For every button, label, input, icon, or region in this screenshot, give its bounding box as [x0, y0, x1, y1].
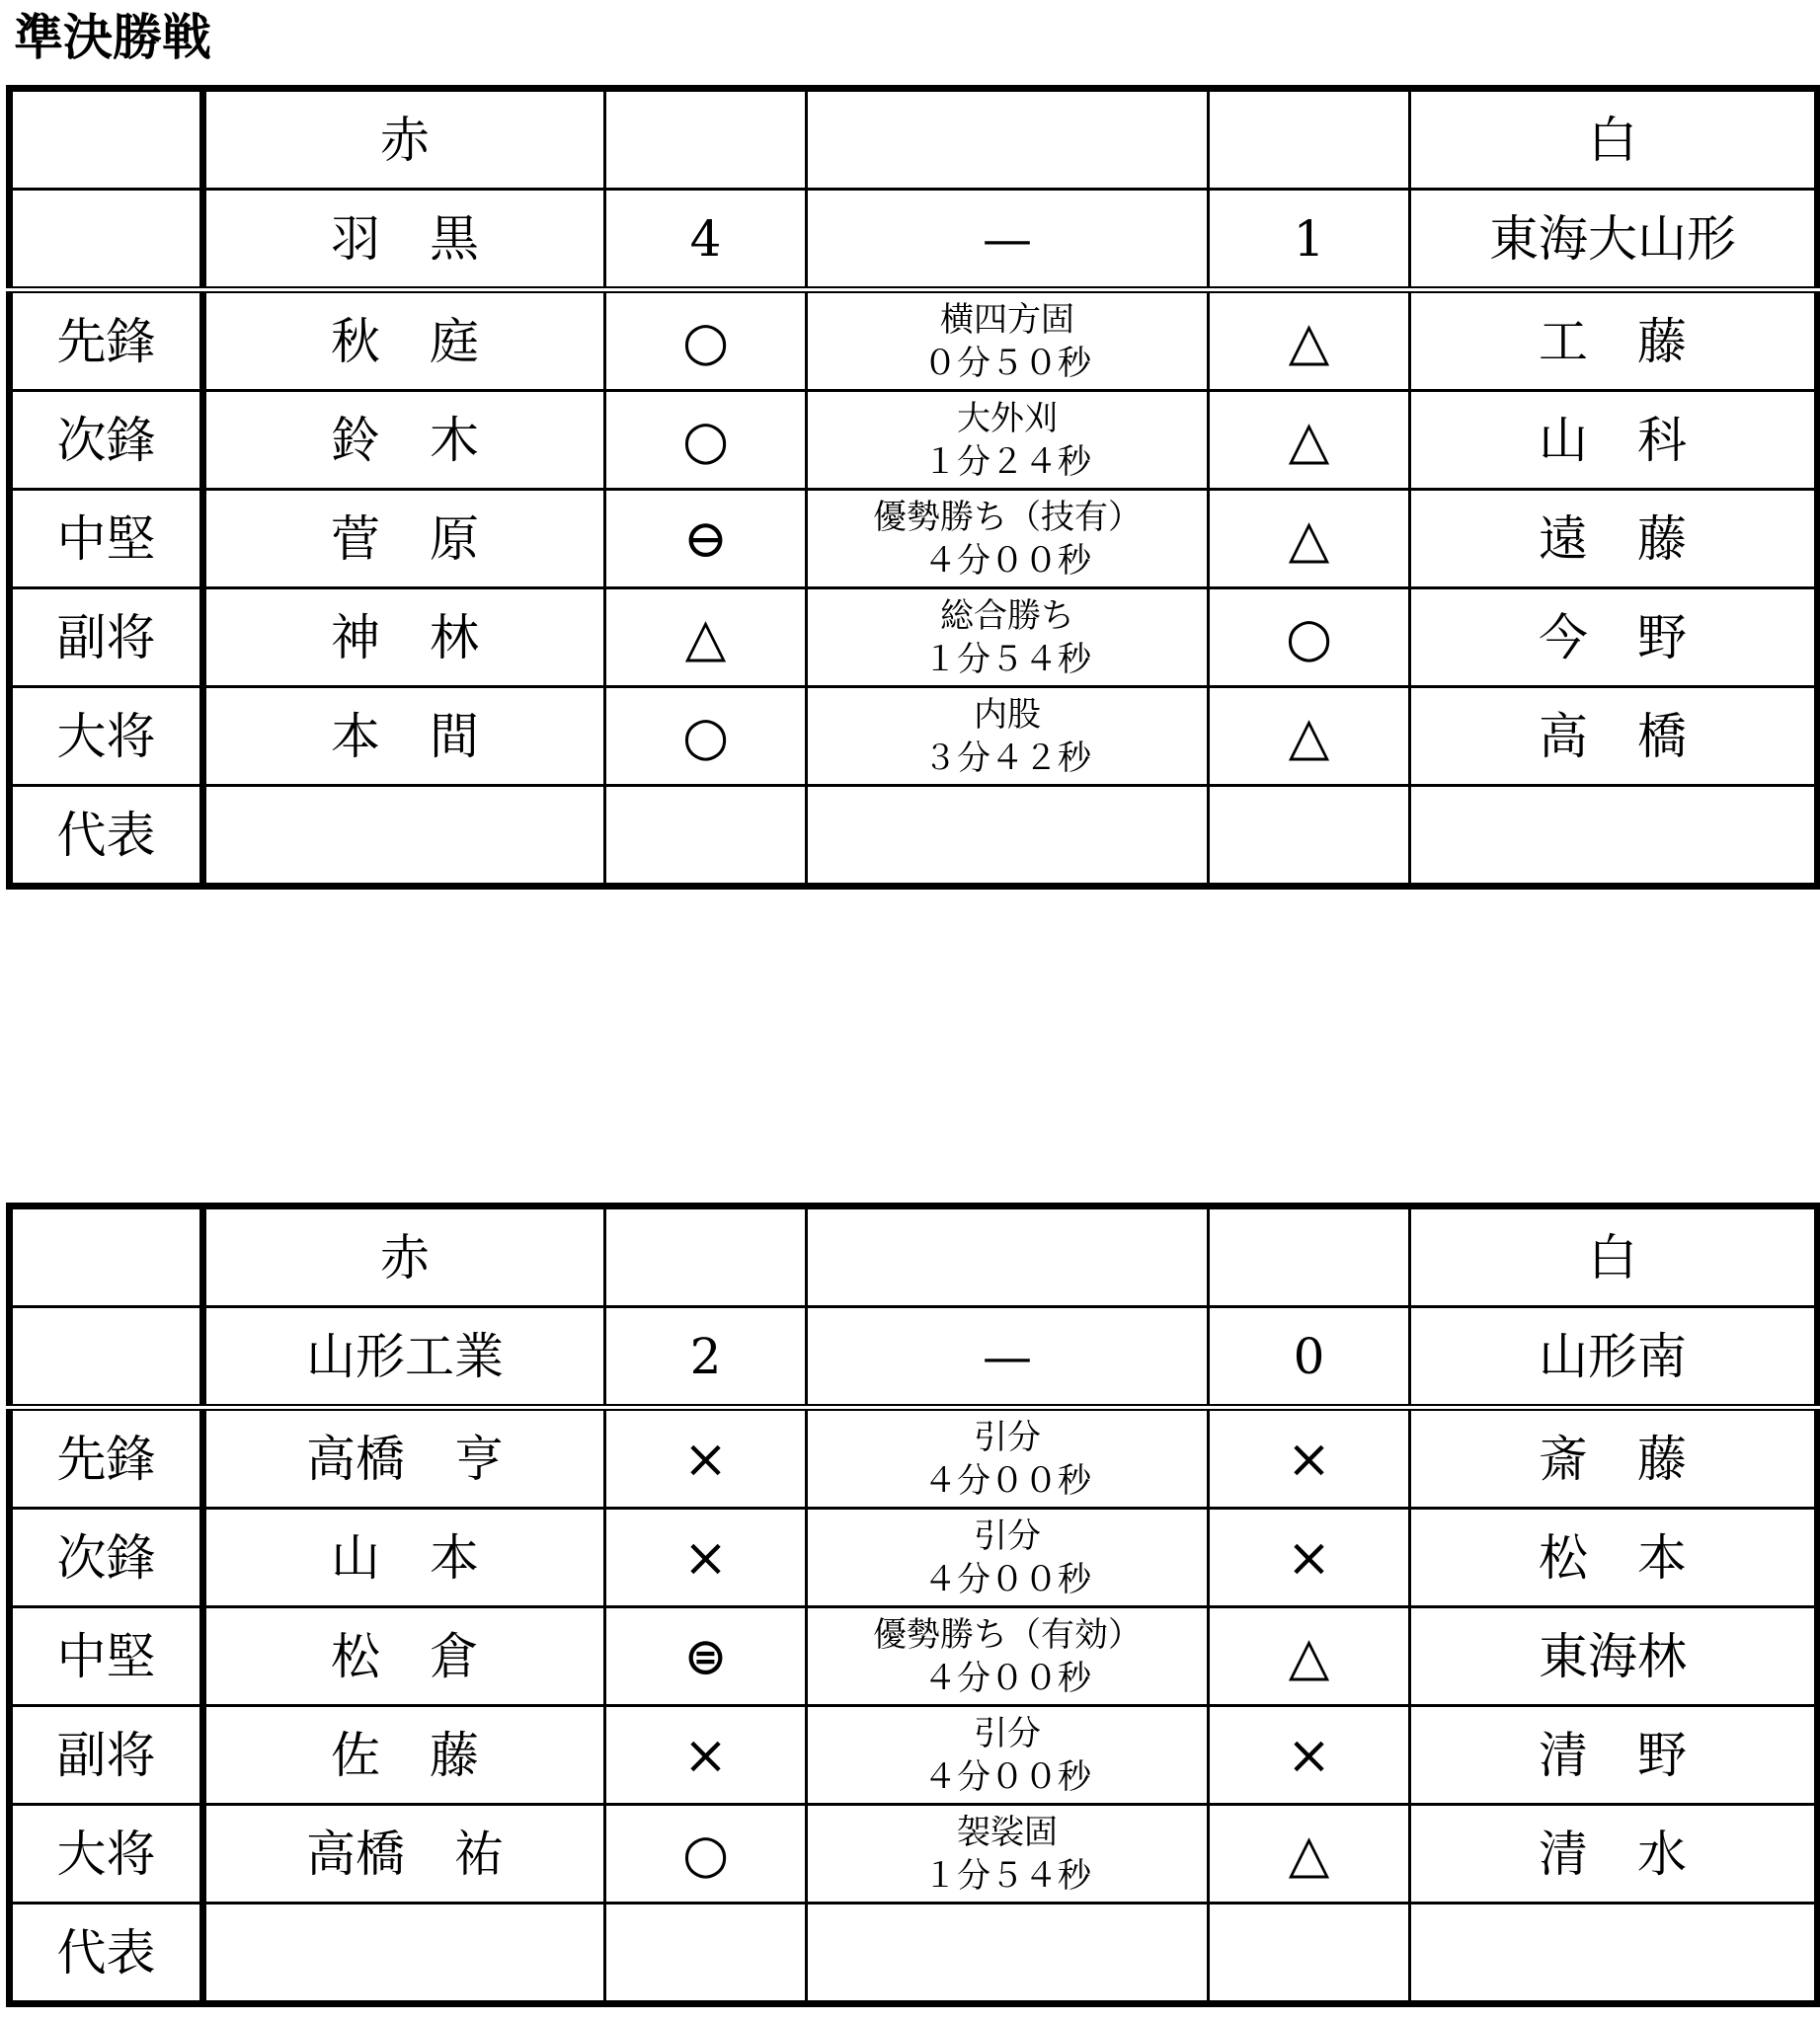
match-time: ４分００秒 — [923, 540, 1091, 581]
position-label: 先鋒 — [10, 1408, 203, 1509]
red-result-mark: × — [605, 1706, 807, 1805]
white-player: 山 科 — [1410, 391, 1818, 490]
red-player: 菅 原 — [203, 490, 605, 588]
technique-cell — [807, 1607, 1209, 1706]
technique-name: 優勢勝ち（技有） — [873, 497, 1142, 537]
white-player: 今 野 — [1410, 588, 1818, 687]
red-player: 秋 庭 — [203, 290, 605, 391]
match-time: ４分００秒 — [923, 1756, 1091, 1797]
match-row — [10, 1408, 1818, 1509]
technique-name: 引分 — [974, 1516, 1041, 1556]
red-player: 高橋 祐 — [203, 1805, 605, 1904]
position-label: 次鋒 — [10, 391, 203, 490]
red-player: 鈴 木 — [203, 391, 605, 490]
blank-cell — [10, 89, 203, 190]
match-row — [10, 490, 1818, 588]
red-result-mark: ○ — [605, 687, 807, 786]
white-player — [1410, 786, 1818, 887]
white-result-mark: × — [1209, 1509, 1410, 1607]
position-label: 代表 — [10, 786, 203, 887]
bout-table — [6, 1203, 1820, 2007]
red-team-score: 2 — [605, 1307, 807, 1408]
red-result-mark: ○ — [605, 1805, 807, 1904]
white-team-score: 0 — [1209, 1307, 1410, 1408]
white-team-name: 山形南 — [1410, 1307, 1818, 1408]
white-player: 高 橋 — [1410, 687, 1818, 786]
match-row — [10, 391, 1818, 490]
white-player: 斎 藤 — [1410, 1408, 1818, 1509]
position-label: 大将 — [10, 1805, 203, 1904]
technique-cell — [807, 687, 1209, 786]
white-result-mark: △ — [1209, 687, 1410, 786]
technique-name: 袈裟固 — [957, 1812, 1058, 1852]
score-dash: — — [807, 1307, 1209, 1408]
match-time: ４分００秒 — [923, 1460, 1091, 1501]
red-result-mark: × — [605, 1408, 807, 1509]
white-side-label: 白 — [1410, 89, 1818, 190]
white-result-mark: × — [1209, 1408, 1410, 1509]
blank-cell — [1209, 1206, 1410, 1307]
blank-cell — [10, 1206, 203, 1307]
match-row — [10, 1509, 1818, 1607]
blank-cell — [605, 1206, 807, 1307]
technique-name: 総合勝ち — [940, 595, 1074, 636]
header-row — [10, 89, 1818, 190]
blank-cell — [807, 1206, 1209, 1307]
white-player: 清 水 — [1410, 1805, 1818, 1904]
position-label: 副将 — [10, 1706, 203, 1805]
red-result-mark: ○ — [605, 290, 807, 391]
blank-cell — [605, 89, 807, 190]
match-row — [10, 1607, 1818, 1706]
red-result-mark: ⊖ — [605, 490, 807, 588]
red-side-label: 赤 — [203, 89, 605, 190]
white-player: 清 野 — [1410, 1706, 1818, 1805]
white-result-mark: △ — [1209, 490, 1410, 588]
technique-cell — [807, 1509, 1209, 1607]
red-player: 佐 藤 — [203, 1706, 605, 1805]
white-player: 東海林 — [1410, 1607, 1818, 1706]
blank-cell — [10, 1307, 203, 1408]
position-label: 副将 — [10, 588, 203, 687]
position-label: 先鋒 — [10, 290, 203, 391]
match-row — [10, 290, 1818, 391]
match-time: ３分４２秒 — [923, 738, 1091, 778]
technique-name: 横四方固 — [940, 299, 1074, 340]
match-row — [10, 1706, 1818, 1805]
white-result-mark: △ — [1209, 1805, 1410, 1904]
match-time: １分２４秒 — [923, 441, 1091, 482]
technique-cell — [807, 786, 1209, 887]
team-row — [10, 1307, 1818, 1408]
white-result-mark: △ — [1209, 1607, 1410, 1706]
red-result-mark — [605, 1904, 807, 2004]
red-side-label: 赤 — [203, 1206, 605, 1307]
white-result-mark: × — [1209, 1706, 1410, 1805]
technique-cell — [807, 1706, 1209, 1805]
technique-name: 内股 — [974, 694, 1041, 735]
position-label: 中堅 — [10, 490, 203, 588]
match-time: １分５４秒 — [923, 1855, 1091, 1896]
red-result-mark: △ — [605, 588, 807, 687]
red-player: 高橋 亨 — [203, 1408, 605, 1509]
blank-cell — [10, 190, 203, 290]
technique-name: 引分 — [974, 1713, 1041, 1753]
red-result-mark: ⊜ — [605, 1607, 807, 1706]
white-side-label: 白 — [1410, 1206, 1818, 1307]
match-row — [10, 588, 1818, 687]
match-time: ４分００秒 — [923, 1658, 1091, 1698]
white-result-mark: ○ — [1209, 588, 1410, 687]
match-time: １分５４秒 — [923, 639, 1091, 679]
red-player: 山 本 — [203, 1509, 605, 1607]
technique-cell — [807, 1805, 1209, 1904]
score-dash: — — [807, 190, 1209, 290]
technique-cell — [807, 391, 1209, 490]
red-player: 松 倉 — [203, 1607, 605, 1706]
technique-cell — [807, 290, 1209, 391]
white-result-mark: △ — [1209, 391, 1410, 490]
match-row — [10, 687, 1818, 786]
red-player — [203, 786, 605, 887]
red-result-mark — [605, 786, 807, 887]
white-result-mark — [1209, 1904, 1410, 2004]
red-team-name: 羽 黒 — [203, 190, 605, 290]
white-player — [1410, 1904, 1818, 2004]
red-result-mark: ○ — [605, 391, 807, 490]
white-team-score: 1 — [1209, 190, 1410, 290]
match-row — [10, 1805, 1818, 1904]
blank-cell — [1209, 89, 1410, 190]
white-player: 工 藤 — [1410, 290, 1818, 391]
header-row — [10, 1206, 1818, 1307]
white-player: 松 本 — [1410, 1509, 1818, 1607]
white-team-name: 東海大山形 — [1410, 190, 1818, 290]
technique-cell — [807, 588, 1209, 687]
position-label: 代表 — [10, 1904, 203, 2004]
technique-cell — [807, 1904, 1209, 2004]
match-row — [10, 786, 1818, 887]
technique-cell — [807, 1408, 1209, 1509]
red-player: 本 間 — [203, 687, 605, 786]
match-time: ４分００秒 — [923, 1559, 1091, 1599]
match-time: ０分５０秒 — [923, 343, 1091, 383]
technique-name: 大外刈 — [957, 398, 1058, 438]
position-label: 次鋒 — [10, 1509, 203, 1607]
position-label: 大将 — [10, 687, 203, 786]
white-result-mark — [1209, 786, 1410, 887]
technique-name: 優勢勝ち（有効） — [873, 1614, 1142, 1655]
white-player: 遠 藤 — [1410, 490, 1818, 588]
red-player: 神 林 — [203, 588, 605, 687]
technique-name: 引分 — [974, 1417, 1041, 1457]
red-result-mark: × — [605, 1509, 807, 1607]
position-label: 中堅 — [10, 1607, 203, 1706]
match-row — [10, 1904, 1818, 2004]
red-team-score: 4 — [605, 190, 807, 290]
page-title: 準決勝戦 — [14, 9, 211, 66]
technique-cell — [807, 490, 1209, 588]
blank-cell — [807, 89, 1209, 190]
bout-table — [6, 85, 1820, 890]
red-team-name: 山形工業 — [203, 1307, 605, 1408]
red-player — [203, 1904, 605, 2004]
team-row — [10, 190, 1818, 290]
white-result-mark: △ — [1209, 290, 1410, 391]
